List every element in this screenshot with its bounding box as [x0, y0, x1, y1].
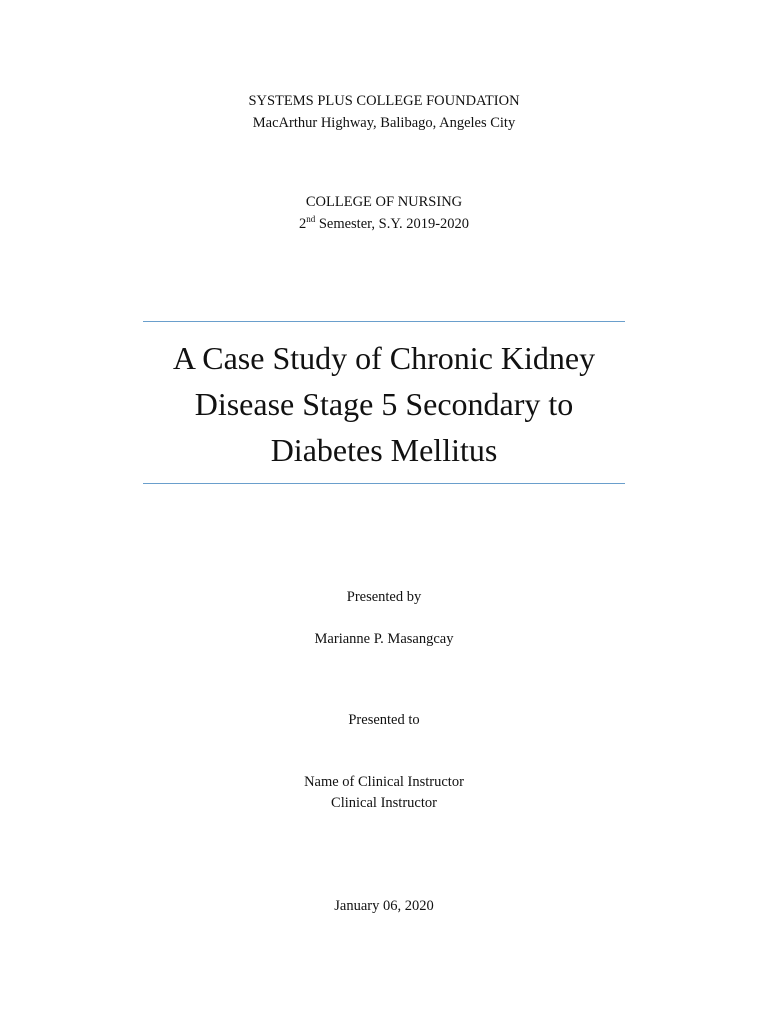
document-title	[0, 335, 768, 473]
semester-text: Semester, S.Y. 2019-2020	[315, 216, 470, 232]
title-rule-top	[143, 321, 625, 322]
presented-by-label: Presented by	[346, 589, 422, 605]
semester-number: 2	[298, 216, 307, 232]
title-line-1: A Case Study of Chronic Kidney	[172, 340, 596, 376]
presented-to-label: Presented to	[348, 712, 420, 728]
institution-name: SYSTEMS PLUS COLLEGE FOUNDATION	[248, 93, 520, 109]
instructor-role: Clinical Instructor	[331, 795, 437, 811]
title-line-2: Disease Stage 5 Secondary to	[194, 386, 574, 422]
document-date: January 06, 2020	[334, 898, 434, 914]
presenter-name: Marianne P. Masangcay	[314, 631, 454, 647]
semester-ordinal-suffix: nd	[306, 214, 316, 225]
title-line-3: Diabetes Mellitus	[270, 432, 498, 468]
instructor-name: Name of Clinical Instructor	[304, 774, 464, 790]
institution-address: MacArthur Highway, Balibago, Angeles City	[252, 115, 516, 131]
title-rule-bottom	[143, 483, 625, 484]
semester-line	[0, 215, 768, 233]
college-name: COLLEGE OF NURSING	[305, 194, 463, 210]
